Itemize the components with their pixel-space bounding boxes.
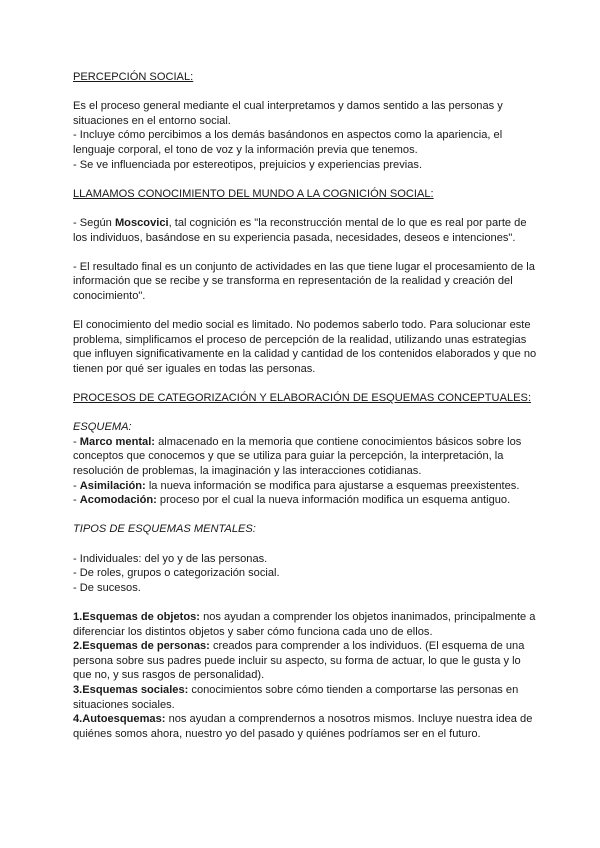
item-text: conocimientos sobre cómo tienden a comportarse las personas en situaciones sociales. (73, 683, 519, 711)
numbered-item (73, 610, 540, 639)
term: Marco mental: (79, 435, 155, 448)
item-title: 4.Autoesquemas: (73, 713, 166, 726)
dash: - (73, 479, 80, 492)
item-title: 2.Esquemas de personas: (73, 640, 210, 653)
bullet-paragraph: - Incluye cómo percibimos a los demás basándonos en aspectos como la apariencia, el lenguaje corporal, el tono de voz y la información previa que tenemos. (73, 129, 503, 156)
item-text: nos ayudan a comprendernos a nosotros mismos. Incluye nuestra idea de quiénes somos ahora, nuestro yo del pasado y quiénes podríamos ser en el futuro. (73, 713, 533, 740)
numbered-item (73, 639, 540, 683)
item-title: 1.Esquemas de objetos: (73, 610, 200, 623)
bullet-paragraph: - Se ve influenciada por estereotipos, prejuicios y experiencias previas. (73, 158, 423, 171)
definition-paragraph: Es el proceso general mediante el cual interpretamos y damos sentido a las personas y situaciones en el entorno social. (73, 100, 503, 127)
list-item: - De sucesos. (73, 581, 141, 594)
dash: - (73, 494, 80, 507)
section-heading-percepcion: PERCEPCIÓN SOCIAL: (73, 71, 194, 83)
section-heading-procesos: PROCESOS DE CATEGORIZACIÓN Y ELABORACIÓN DE ESQUEMAS CONCEPTUALES: (73, 392, 532, 405)
subheading-esquema: ESQUEMA: (73, 421, 132, 434)
list-item: - Individuales: del yo y de las personas. (73, 552, 268, 565)
term: Acomodación: (79, 494, 157, 507)
quote-paragraph: - El resultado final es un conjunto de actividades en las que tiene lugar el procesamiento de la información que se recibe y se transforma en representación de la realidad y creación del conocimiento". (73, 260, 535, 302)
dash: - (73, 435, 80, 448)
quote-paragraph (73, 216, 540, 245)
definition-text: la nueva información se modifica para ajustarse a esquemas preexistentes. (145, 479, 520, 492)
section-heading-cognicion: LLAMAMOS CONOCIMIENTO DEL MUNDO A LA COGNICIÓN SOCIAL: (73, 187, 434, 200)
numbered-item (73, 683, 540, 712)
item-title: 3.Esquemas sociales: (73, 683, 189, 696)
numbered-item (73, 712, 540, 741)
body-paragraph: El conocimiento del medio social es limitado. No podemos saberlo todo. Para solucionar este problema, simplificamos el proceso de percepción de la realidad, utilizando unas estrategias que influyen significativamente en la calidad y cantidad de los contenidos elaborados y que no tienen por qué ser iguales en todas las personas. (73, 319, 537, 375)
definition-text: almacenado en la memoria que contiene conocimientos básicos sobre los conceptos que conocemos y que se utiliza para guiar la percepción, la interpretación, la resolución de problemas, la imaginación y las interacciones cotidianas. (73, 435, 522, 478)
term: Asimilación: (79, 479, 146, 492)
text-run: - Según (73, 216, 115, 229)
definition-item (73, 493, 540, 508)
text-run: , tal cognición es "la reconstrucción mental de lo que es real por parte de los individuos, basándose en su experiencia pasada, necesidades, deseos e intenciones". (73, 216, 527, 244)
author-name: Moscovici (114, 216, 169, 229)
subheading-tipos: TIPOS DE ESQUEMAS MENTALES: (73, 523, 256, 536)
list-item: - De roles, grupos o categorización social. (73, 567, 280, 580)
item-text: nos ayudan a comprender los objetos inanimados, principalmente a diferenciar los distintos objetos y saber cómo funciona cada uno de ellos. (73, 610, 536, 638)
definition-item (73, 435, 540, 479)
definition-text: proceso por el cual la nueva información modifica un esquema antiguo. (156, 494, 511, 507)
item-text: creados para comprender a los individuos. (El esquema de una persona sobre sus padres puede incluir su aspecto, su forma de actuar, lo que le gusta y lo que no, y sus rasgos de personalidad). (73, 640, 525, 682)
definition-item (73, 479, 540, 494)
